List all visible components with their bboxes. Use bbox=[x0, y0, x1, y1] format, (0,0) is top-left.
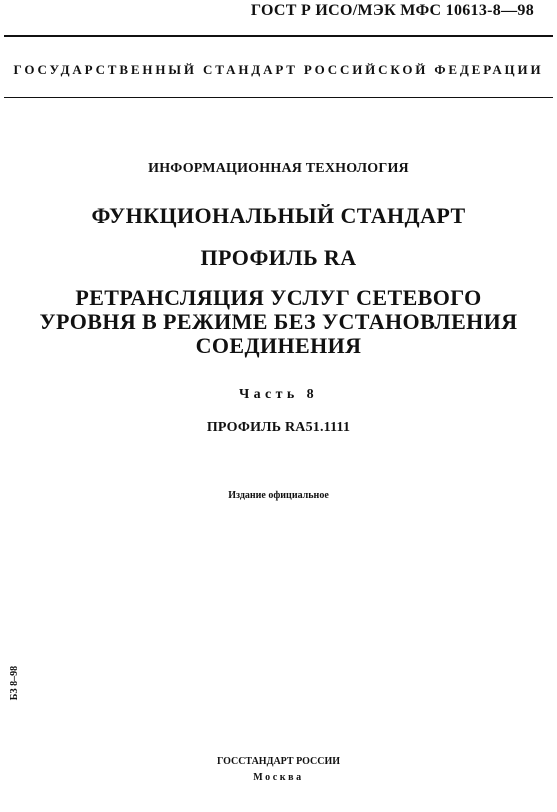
title-line-2: ПРОФИЛЬ RA bbox=[200, 245, 357, 270]
bottom-rule bbox=[4, 97, 553, 98]
title-category: ИНФОРМАЦИОННАЯ ТЕХНОЛОГИЯ bbox=[148, 161, 409, 176]
title-line-3 bbox=[0, 286, 557, 358]
title-line-3b: УРОВНЯ В РЕЖИМЕ БЕЗ УСТАНОВЛЕНИЯ bbox=[39, 309, 518, 334]
edition-note: Издание официальное bbox=[228, 490, 329, 501]
title-line-3c: СОЕДИНЕНИЯ bbox=[195, 333, 362, 358]
top-rule bbox=[4, 35, 553, 37]
profile-id: ПРОФИЛЬ RA51.1111 bbox=[206, 420, 351, 435]
standard-number: ГОСТ Р ИСО/МЭК МФС 10613-8—98 bbox=[250, 2, 534, 19]
title-line-3a: РЕТРАНСЛЯЦИЯ УСЛУГ СЕТЕВОГО bbox=[75, 285, 482, 310]
part-number: Часть 8 bbox=[238, 387, 319, 402]
publisher: ГОССТАНДАРТ РОССИИ bbox=[216, 756, 341, 767]
city: Москва bbox=[253, 772, 304, 783]
side-code: БЗ 8–98 bbox=[9, 665, 20, 701]
title-line-1: ФУНКЦИОНАЛЬНЫЙ СТАНДАРТ bbox=[91, 203, 466, 228]
state-standard-heading: ГОСУДАРСТВЕННЫЙ СТАНДАРТ РОССИЙСКОЙ ФЕДЕРАЦИИ bbox=[13, 62, 544, 77]
